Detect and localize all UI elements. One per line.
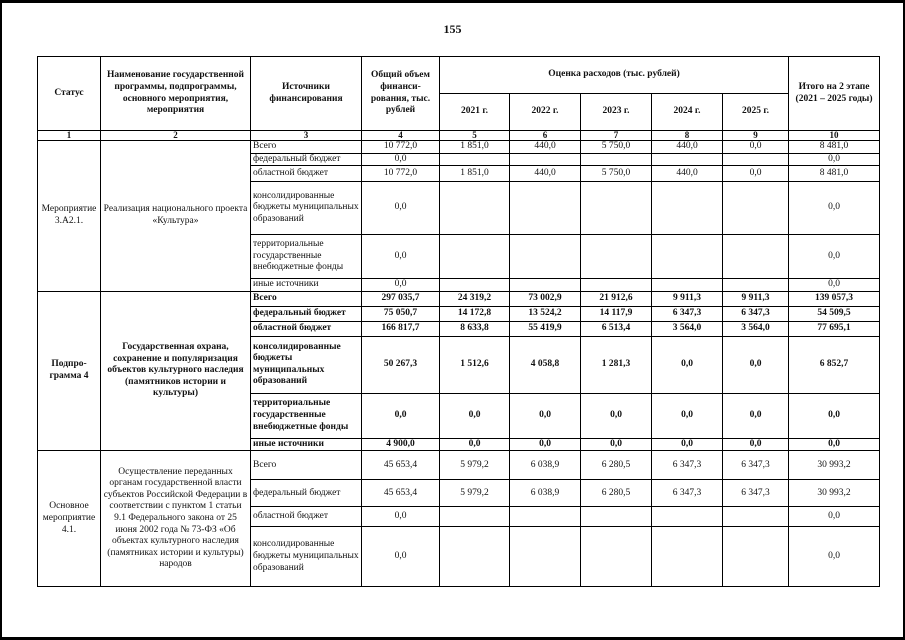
amount-year: 0,0: [723, 141, 789, 154]
amount-year: [581, 527, 652, 587]
amount-year: [510, 507, 581, 527]
amount-year: [510, 235, 581, 279]
funding-source: территориальные государственные внебюджетные фонды: [251, 235, 362, 279]
funding-source: Всего: [251, 141, 362, 154]
amount-year: 0,0: [723, 166, 789, 182]
amount-stage-total: 139 057,3: [789, 291, 880, 306]
amount-year: 21 912,6: [581, 291, 652, 306]
amount-year: [652, 153, 723, 166]
header-total: Общий объем финанси-рования, тыс. рублей: [362, 57, 440, 131]
header-status: Статус: [38, 57, 101, 131]
amount-year: 4 058,8: [510, 336, 581, 393]
amount-year: [723, 527, 789, 587]
amount-year: [581, 153, 652, 166]
amount-total: 0,0: [362, 527, 440, 587]
amount-year: 440,0: [510, 141, 581, 154]
amount-year: [723, 235, 789, 279]
amount-year: [440, 182, 510, 235]
amount-year: [510, 153, 581, 166]
column-number: 3: [251, 131, 362, 141]
funding-source: иные источники: [251, 279, 362, 292]
amount-total: 10 772,0: [362, 166, 440, 182]
amount-total: 0,0: [362, 393, 440, 438]
amount-total: 0,0: [362, 507, 440, 527]
page-number: 155: [443, 22, 462, 36]
amount-year: 6 038,9: [510, 480, 581, 507]
amount-stage-total: 0,0: [789, 279, 880, 292]
header-stage-total: Итого на 2 этапе (2021 – 2025 годы): [789, 57, 880, 131]
amount-stage-total: 8 481,0: [789, 166, 880, 182]
amount-stage-total: 0,0: [789, 527, 880, 587]
amount-year: [440, 279, 510, 292]
amount-year: 9 911,3: [652, 291, 723, 306]
row-name: Реализация национального проекта «Культура»: [101, 141, 251, 292]
funding-source: областной бюджет: [251, 166, 362, 182]
amount-year: 0,0: [510, 393, 581, 438]
amount-total: 0,0: [362, 153, 440, 166]
amount-total: 75 050,7: [362, 306, 440, 321]
amount-year: 0,0: [723, 393, 789, 438]
column-number: 2: [101, 131, 251, 141]
amount-year: [581, 182, 652, 235]
amount-year: 5 979,2: [440, 451, 510, 480]
amount-year: [723, 279, 789, 292]
funding-source: консолидированные бюджеты муниципальных образований: [251, 182, 362, 235]
funding-source: консолидированные бюджеты муниципальных образований: [251, 336, 362, 393]
amount-year: [440, 507, 510, 527]
funding-source: иные источники: [251, 438, 362, 451]
amount-year: 3 564,0: [723, 321, 789, 336]
table-row: [38, 291, 880, 306]
header-sources: Источники финансирования: [251, 57, 362, 131]
row-name: Государственная охрана, сохранение и популяризация объектов культурного наследия (памятников истории и культуры): [101, 291, 251, 451]
amount-year: 1 851,0: [440, 141, 510, 154]
amount-year: [723, 182, 789, 235]
amount-year: 0,0: [510, 438, 581, 451]
column-number: 4: [362, 131, 440, 141]
amount-year: 0,0: [652, 336, 723, 393]
amount-year: 0,0: [581, 438, 652, 451]
amount-year: 6 038,9: [510, 451, 581, 480]
amount-year: 14 172,8: [440, 306, 510, 321]
amount-year: 5 979,2: [440, 480, 510, 507]
amount-stage-total: 0,0: [789, 393, 880, 438]
amount-total: 10 772,0: [362, 141, 440, 154]
funding-source: консолидированные бюджеты муниципальных образований: [251, 527, 362, 587]
amount-year: 55 419,9: [510, 321, 581, 336]
amount-stage-total: 54 509,5: [789, 306, 880, 321]
amount-year: 6 280,5: [581, 480, 652, 507]
amount-year: [652, 182, 723, 235]
header-year: 2022 г.: [510, 94, 581, 131]
amount-year: [510, 527, 581, 587]
header-year: 2023 г.: [581, 94, 652, 131]
amount-total: 0,0: [362, 235, 440, 279]
amount-stage-total: 0,0: [789, 507, 880, 527]
funding-source: Всего: [251, 291, 362, 306]
amount-total: 50 267,3: [362, 336, 440, 393]
amount-year: 14 117,9: [581, 306, 652, 321]
amount-stage-total: 6 852,7: [789, 336, 880, 393]
amount-year: 13 524,2: [510, 306, 581, 321]
amount-year: [652, 507, 723, 527]
amount-year: 440,0: [652, 166, 723, 182]
amount-stage-total: 0,0: [789, 438, 880, 451]
amount-year: [581, 235, 652, 279]
amount-year: [652, 279, 723, 292]
amount-year: 0,0: [723, 438, 789, 451]
column-number: 1: [38, 131, 101, 141]
amount-year: 24 319,2: [440, 291, 510, 306]
amount-year: 0,0: [440, 438, 510, 451]
amount-year: 6 347,3: [723, 451, 789, 480]
column-number: 6: [510, 131, 581, 141]
amount-total: 45 653,4: [362, 480, 440, 507]
amount-year: 3 564,0: [652, 321, 723, 336]
amount-stage-total: 30 993,2: [789, 480, 880, 507]
table-row: [38, 451, 880, 480]
amount-year: [581, 279, 652, 292]
amount-year: [510, 182, 581, 235]
amount-stage-total: 77 695,1: [789, 321, 880, 336]
amount-total: 0,0: [362, 182, 440, 235]
amount-total: 166 817,7: [362, 321, 440, 336]
funding-source: Всего: [251, 451, 362, 480]
row-status: Основное мероприятие 4.1.: [38, 451, 101, 587]
amount-total: 297 035,7: [362, 291, 440, 306]
amount-stage-total: 8 481,0: [789, 141, 880, 154]
amount-total: 0,0: [362, 279, 440, 292]
amount-year: [652, 527, 723, 587]
column-number: 10: [789, 131, 880, 141]
column-number: 7: [581, 131, 652, 141]
header-estimate: Оценка расходов (тыс. рублей): [440, 57, 789, 94]
header-year: 2024 г.: [652, 94, 723, 131]
amount-year: 6 347,3: [723, 480, 789, 507]
amount-year: [652, 235, 723, 279]
amount-year: 440,0: [510, 166, 581, 182]
table-row: [38, 141, 880, 154]
amount-total: 4 900,0: [362, 438, 440, 451]
row-name: Осуществление переданных органам государственной власти субъектов Российской Федерации в соответствии с пунктом 1 статьи 9.1 Федерального закона от 25 июня 2002 года № 73-ФЗ «Об объектах культурного наследия (памятниках истории и культуры) народов: [101, 451, 251, 587]
amount-year: 73 002,9: [510, 291, 581, 306]
header-name: Наименование государственной программы, подпрограммы, основного мероприятия, мероприятия: [101, 57, 251, 131]
amount-year: [510, 279, 581, 292]
amount-year: 0,0: [581, 393, 652, 438]
amount-year: [723, 507, 789, 527]
funding-source: федеральный бюджет: [251, 480, 362, 507]
amount-year: 6 347,3: [723, 306, 789, 321]
funding-source: областной бюджет: [251, 507, 362, 527]
amount-year: 6 513,4: [581, 321, 652, 336]
row-status: Подпро-грамма 4: [38, 291, 101, 451]
amount-year: 1 851,0: [440, 166, 510, 182]
amount-year: 6 347,3: [652, 480, 723, 507]
amount-year: 8 633,8: [440, 321, 510, 336]
column-number: 9: [723, 131, 789, 141]
amount-year: 9 911,3: [723, 291, 789, 306]
amount-year: [440, 153, 510, 166]
amount-year: 5 750,0: [581, 166, 652, 182]
amount-stage-total: 0,0: [789, 153, 880, 166]
amount-year: 5 750,0: [581, 141, 652, 154]
amount-year: [440, 527, 510, 587]
amount-year: 0,0: [652, 438, 723, 451]
scan-edge-left: [0, 0, 2, 640]
amount-year: 440,0: [652, 141, 723, 154]
amount-total: 45 653,4: [362, 451, 440, 480]
amount-year: 0,0: [652, 393, 723, 438]
amount-year: 6 347,3: [652, 306, 723, 321]
funding-source: областной бюджет: [251, 321, 362, 336]
row-status: Мероприятие 3.А2.1.: [38, 141, 101, 292]
amount-year: [581, 507, 652, 527]
amount-stage-total: 0,0: [789, 235, 880, 279]
budget-table: [37, 56, 880, 587]
header-year: 2021 г.: [440, 94, 510, 131]
column-number-row: [38, 131, 880, 141]
amount-stage-total: 30 993,2: [789, 451, 880, 480]
funding-source: федеральный бюджет: [251, 306, 362, 321]
funding-source: территориальные государственные внебюджетные фонды: [251, 393, 362, 438]
amount-year: 1 512,6: [440, 336, 510, 393]
amount-year: 1 281,3: [581, 336, 652, 393]
amount-stage-total: 0,0: [789, 182, 880, 235]
amount-year: 6 347,3: [652, 451, 723, 480]
funding-source: федеральный бюджет: [251, 153, 362, 166]
amount-year: 0,0: [723, 336, 789, 393]
column-number: 5: [440, 131, 510, 141]
amount-year: 0,0: [440, 393, 510, 438]
amount-year: 6 280,5: [581, 451, 652, 480]
column-number: 8: [652, 131, 723, 141]
amount-year: [440, 235, 510, 279]
amount-year: [723, 153, 789, 166]
header-year: 2025 г.: [723, 94, 789, 131]
